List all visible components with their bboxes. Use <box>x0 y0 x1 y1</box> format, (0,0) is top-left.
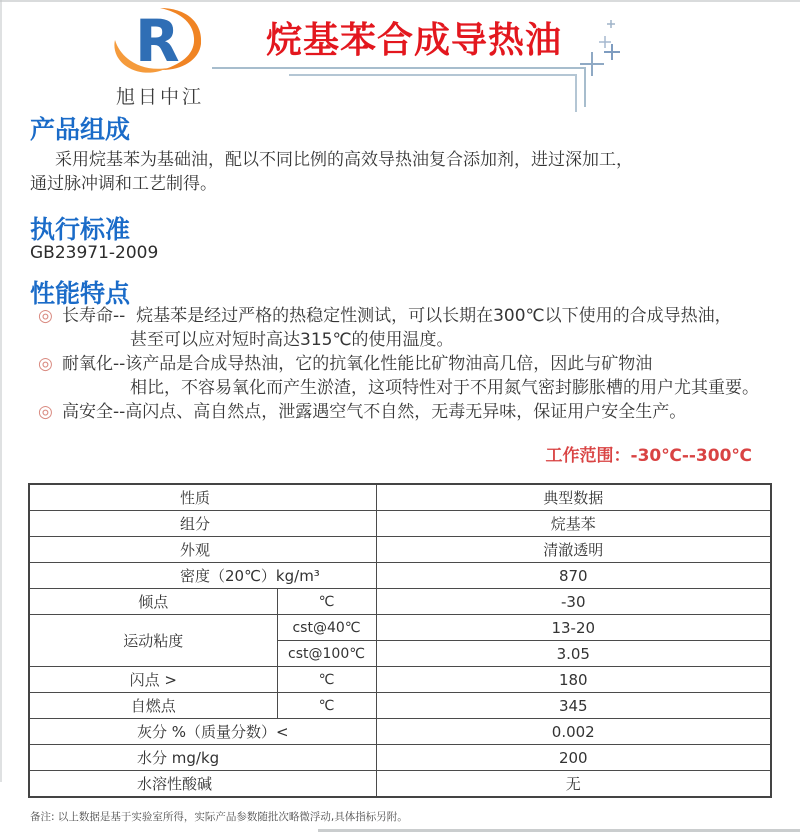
working-range-label: 工作范围：-30℃--300℃ <box>545 446 752 466</box>
feature-line: 耐氧化--该产品是合成导热油，它的抗氧化性能比矿物油高几倍，因此与矿物油 <box>62 354 653 374</box>
feature-item-oxidation <box>38 352 778 400</box>
property-label: 倾点 <box>29 589 277 615</box>
table-row <box>29 563 771 589</box>
composition-paragraph <box>30 148 760 196</box>
table-row <box>29 537 771 563</box>
property-value: 3.05 <box>376 641 771 667</box>
table-row <box>29 589 771 615</box>
scan-edge-left <box>0 0 2 782</box>
scan-edge-top <box>0 0 800 2</box>
plus-decor-icon <box>578 14 633 76</box>
page-title: 烷基苯合成导热油 <box>266 20 563 61</box>
property-unit: ℃ <box>277 667 376 693</box>
property-label: 自燃点 <box>29 693 277 719</box>
property-value: 13-20 <box>376 615 771 641</box>
property-label: 水溶性酸碱 <box>29 771 376 798</box>
company-logo <box>105 6 215 109</box>
section-heading-standard: 执行标准 <box>30 215 131 244</box>
feature-line: 长寿命-- 烷基苯是经过严格的热稳定性测试，可以长期在300℃以下使用的合成导热油， <box>62 306 732 326</box>
property-label: 水分 mg/kg <box>29 745 376 771</box>
feature-line: 甚至可以应对短时高达315℃的使用温度。 <box>130 330 454 350</box>
section-heading-features: 性能特点 <box>30 279 131 308</box>
feature-text <box>62 352 759 400</box>
feature-item-safety <box>38 400 778 424</box>
property-value: 典型数据 <box>376 484 771 511</box>
property-value: 870 <box>376 563 771 589</box>
property-value: 清澈透明 <box>376 537 771 563</box>
section-heading-composition: 产品组成 <box>30 115 131 144</box>
logo-mark-icon <box>110 6 210 76</box>
property-value: 345 <box>376 693 771 719</box>
property-value: 0.002 <box>376 719 771 745</box>
composition-line-1: 采用烷基苯为基础油，配以不同比例的高效导热油复合添加剂，进过深加工， <box>55 150 633 170</box>
property-value: -30 <box>376 589 771 615</box>
table-row <box>29 771 771 798</box>
logo-letter: R <box>135 7 180 75</box>
property-unit: ℃ <box>277 693 376 719</box>
property-label: 外观 <box>29 537 376 563</box>
property-unit: ℃ <box>277 589 376 615</box>
property-value: 180 <box>376 667 771 693</box>
property-value: 烷基苯 <box>376 511 771 537</box>
property-label: 闪点 > <box>29 667 277 693</box>
bullet-ring-icon: ◎ <box>38 354 53 374</box>
table-row <box>29 511 771 537</box>
feature-line: 相比，不容易氧化而产生淤渣，这项特性对于不用氮气密封膨胀槽的用户尤其重要。 <box>130 378 759 398</box>
feature-line: 高安全--高闪点、高自然点，泄露遇空气不自然，无毒无异味，保证用户安全生产。 <box>62 402 687 422</box>
feature-text <box>62 304 732 352</box>
property-value: 无 <box>376 771 771 798</box>
property-label: 运动粘度 <box>29 615 277 667</box>
table-row <box>29 719 771 745</box>
decor-corner-line-inner <box>289 74 577 112</box>
property-label: 性质 <box>29 484 376 511</box>
table-row <box>29 745 771 771</box>
logo-text: 旭日中江 <box>115 86 204 108</box>
bullet-ring-icon: ◎ <box>38 306 53 326</box>
property-label: 密度（20℃）kg/m³ <box>29 563 376 589</box>
table-row <box>29 693 771 719</box>
bullet-ring-icon: ◎ <box>38 402 53 422</box>
standard-number: GB23971-2009 <box>30 243 159 263</box>
table-row <box>29 667 771 693</box>
feature-list <box>38 304 778 424</box>
property-label: 组分 <box>29 511 376 537</box>
composition-line-2: 通过脉冲调和工艺制得。 <box>30 174 217 194</box>
feature-text <box>62 400 686 424</box>
property-unit: cst@100℃ <box>277 641 376 667</box>
footer-note: 备注: 以上数据是基于实验室所得，实际产品参数随批次略微浮动,具体指标另附。 <box>30 811 408 823</box>
feature-item-longlife <box>38 304 778 352</box>
property-label: 灰分 %（质量分数）< <box>29 719 376 745</box>
table-row <box>29 484 771 511</box>
spec-table <box>28 483 772 798</box>
table-row <box>29 615 771 641</box>
property-value: 200 <box>376 745 771 771</box>
property-unit: cst@40℃ <box>277 615 376 641</box>
